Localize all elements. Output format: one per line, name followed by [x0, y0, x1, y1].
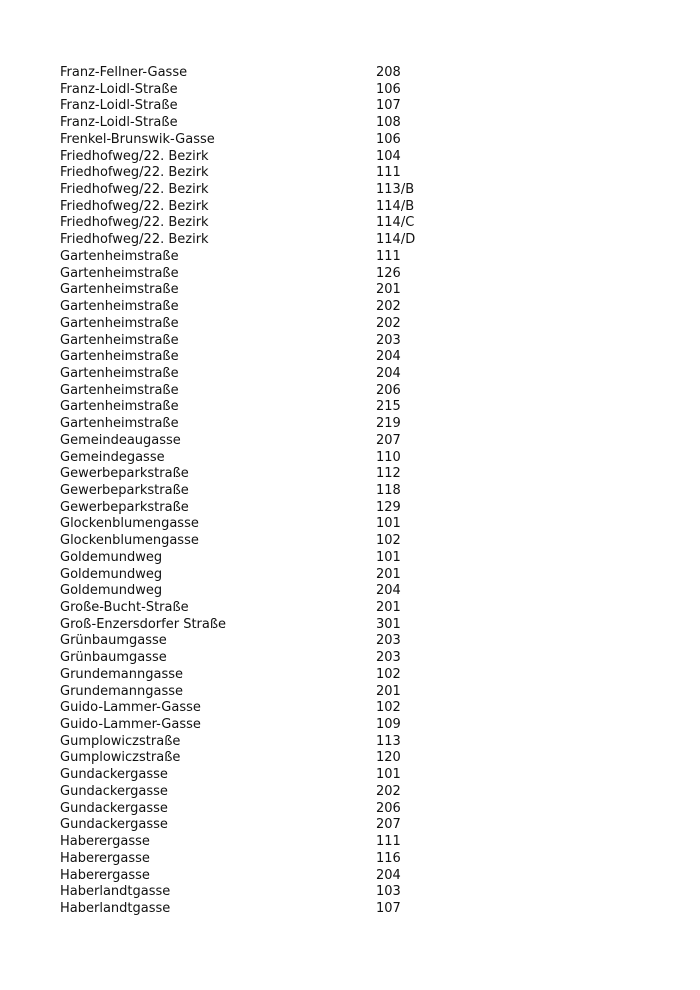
street-name: Gundackergasse: [60, 783, 168, 799]
street-name: Glockenblumengasse: [60, 533, 199, 549]
house-number: 203: [376, 633, 401, 649]
street-name: Gartenheimstraße: [60, 315, 179, 331]
list-item: [60, 416, 480, 433]
list-item: [60, 700, 480, 717]
list-item: [60, 182, 480, 199]
house-number: 108: [376, 115, 401, 131]
street-name: Friedhofweg/22. Bezirk: [60, 182, 209, 198]
list-item: [60, 299, 480, 316]
house-number: 204: [376, 583, 401, 599]
house-number: 101: [376, 549, 401, 565]
street-name: Gartenheimstraße: [60, 382, 179, 398]
house-number: 107: [376, 98, 401, 114]
house-number: 206: [376, 800, 401, 816]
street-name: Grundemanngasse: [60, 666, 184, 682]
street-name: Friedhofweg/22. Bezirk: [60, 165, 209, 181]
list-item: [60, 82, 480, 99]
street-name: Große-Bucht-Straße: [60, 600, 189, 615]
house-number: 202: [376, 783, 401, 799]
street-name: Gewerbeparkstraße: [60, 499, 189, 515]
street-name: Gundackergasse: [60, 817, 168, 833]
house-number: 102: [376, 700, 401, 716]
street-name: Gartenheimstraße: [60, 332, 179, 348]
street-name: Gartenheimstraße: [60, 248, 179, 264]
house-number: 204: [376, 349, 401, 365]
list-item: [60, 901, 480, 918]
list-item: [60, 333, 480, 350]
street-name: Gartenheimstraße: [60, 265, 179, 281]
street-name: Grünbaumgasse: [60, 633, 167, 649]
list-item: [60, 466, 480, 483]
street-name: Gewerbeparkstraße: [60, 482, 189, 498]
list-item: [60, 215, 480, 232]
street-number-list: [60, 65, 480, 918]
house-number: 120: [376, 750, 401, 766]
street-name: Gumplowiczstraße: [60, 750, 181, 766]
house-number: 215: [376, 399, 401, 415]
list-item: [60, 399, 480, 416]
list-item: [60, 266, 480, 283]
house-number: 204: [376, 365, 401, 381]
street-name: Gemeindeaugasse: [60, 432, 181, 448]
list-item: [60, 633, 480, 650]
house-number: 301: [376, 616, 401, 632]
street-name: Groß-Enzersdorfer Straße: [60, 616, 227, 632]
list-item: [60, 232, 480, 249]
street-name: Haberergasse: [60, 867, 150, 883]
street-name: Gundackergasse: [60, 800, 168, 816]
street-name: Goldemundweg: [60, 583, 163, 599]
house-number: 129: [376, 499, 401, 515]
house-number: 106: [376, 131, 401, 147]
street-name: Grundemanngasse: [60, 683, 184, 699]
street-name: Goldemundweg: [60, 549, 163, 565]
list-item: [60, 767, 480, 784]
house-number: 207: [376, 432, 401, 448]
house-number: 208: [376, 65, 401, 80]
list-item: [60, 750, 480, 767]
street-name: Franz-Loidl-Straße: [60, 81, 178, 97]
list-item: [60, 165, 480, 182]
list-item: [60, 366, 480, 383]
house-number: 112: [376, 466, 401, 482]
house-number: 103: [376, 884, 401, 900]
list-item: [60, 650, 480, 667]
house-number: 116: [376, 850, 401, 866]
list-item: [60, 600, 480, 617]
house-number: 109: [376, 717, 401, 733]
house-number: 114/D: [376, 232, 416, 248]
street-name: Friedhofweg/22. Bezirk: [60, 148, 209, 164]
list-item: [60, 801, 480, 818]
list-item: [60, 684, 480, 701]
house-number: 118: [376, 482, 401, 498]
house-number: 203: [376, 332, 401, 348]
list-item: [60, 667, 480, 684]
street-name: Guido-Lammer-Gasse: [60, 700, 201, 716]
house-number: 201: [376, 566, 401, 582]
house-number: 111: [376, 834, 401, 850]
house-number: 219: [376, 416, 401, 432]
house-number: 111: [376, 248, 401, 264]
list-item: [60, 383, 480, 400]
list-item: [60, 132, 480, 149]
list-item: [60, 349, 480, 366]
house-number: 201: [376, 683, 401, 699]
house-number: 201: [376, 282, 401, 298]
list-item: [60, 617, 480, 634]
list-item: [60, 433, 480, 450]
house-number: 106: [376, 81, 401, 97]
list-item: [60, 516, 480, 533]
house-number: 101: [376, 516, 401, 532]
house-number: 107: [376, 900, 401, 916]
house-number: 207: [376, 817, 401, 833]
house-number: 203: [376, 650, 401, 666]
list-item: [60, 851, 480, 868]
list-item: [60, 884, 480, 901]
street-name: Gartenheimstraße: [60, 365, 179, 381]
street-name: Friedhofweg/22. Bezirk: [60, 198, 209, 214]
list-item: [60, 817, 480, 834]
list-item: [60, 550, 480, 567]
street-name: Friedhofweg/22. Bezirk: [60, 232, 209, 248]
list-item: [60, 65, 480, 82]
street-name: Franz-Fellner-Gasse: [60, 65, 188, 80]
house-number: 114/B: [376, 198, 415, 214]
street-name: Grünbaumgasse: [60, 650, 167, 666]
street-name: Gartenheimstraße: [60, 299, 179, 315]
street-name: Franz-Loidl-Straße: [60, 115, 178, 131]
street-name: Gartenheimstraße: [60, 349, 179, 365]
list-item: [60, 199, 480, 216]
house-number: 206: [376, 382, 401, 398]
list-item: [60, 533, 480, 550]
list-item: [60, 734, 480, 751]
list-item: [60, 717, 480, 734]
house-number: 102: [376, 666, 401, 682]
list-item: [60, 483, 480, 500]
street-name: Guido-Lammer-Gasse: [60, 717, 201, 733]
list-item: [60, 583, 480, 600]
street-name: Haberlandtgasse: [60, 900, 171, 916]
list-item: [60, 149, 480, 166]
house-number: 201: [376, 600, 401, 615]
street-name: Gartenheimstraße: [60, 282, 179, 298]
house-number: 202: [376, 315, 401, 331]
house-number: 204: [376, 867, 401, 883]
street-name: Goldemundweg: [60, 566, 163, 582]
house-number: 104: [376, 148, 401, 164]
street-name: Franz-Loidl-Straße: [60, 98, 178, 114]
street-name: Friedhofweg/22. Bezirk: [60, 215, 209, 231]
house-number: 114/C: [376, 215, 415, 231]
street-name: Gumplowiczstraße: [60, 733, 181, 749]
house-number: 111: [376, 165, 401, 181]
list-item: [60, 316, 480, 333]
house-number: 113: [376, 733, 401, 749]
list-item: [60, 282, 480, 299]
list-item: [60, 868, 480, 885]
street-name: Gemeindegasse: [60, 449, 165, 465]
house-number: 113/B: [376, 182, 415, 198]
street-name: Frenkel-Brunswik-Gasse: [60, 131, 215, 147]
street-name: Haberergasse: [60, 850, 150, 866]
list-item: [60, 115, 480, 132]
house-number: 126: [376, 265, 401, 281]
house-number: 110: [376, 449, 401, 465]
street-name: Gundackergasse: [60, 767, 168, 783]
list-item: [60, 98, 480, 115]
street-name: Glockenblumengasse: [60, 516, 199, 532]
street-name: Gartenheimstraße: [60, 416, 179, 432]
list-item: [60, 500, 480, 517]
list-item: [60, 567, 480, 584]
house-number: 101: [376, 767, 401, 783]
list-item: [60, 249, 480, 266]
street-name: Haberergasse: [60, 834, 150, 850]
street-name: Gartenheimstraße: [60, 399, 179, 415]
street-name: Gewerbeparkstraße: [60, 466, 189, 482]
street-name: Haberlandtgasse: [60, 884, 171, 900]
house-number: 202: [376, 299, 401, 315]
list-item: [60, 450, 480, 467]
list-item: [60, 784, 480, 801]
house-number: 102: [376, 533, 401, 549]
list-item: [60, 834, 480, 851]
